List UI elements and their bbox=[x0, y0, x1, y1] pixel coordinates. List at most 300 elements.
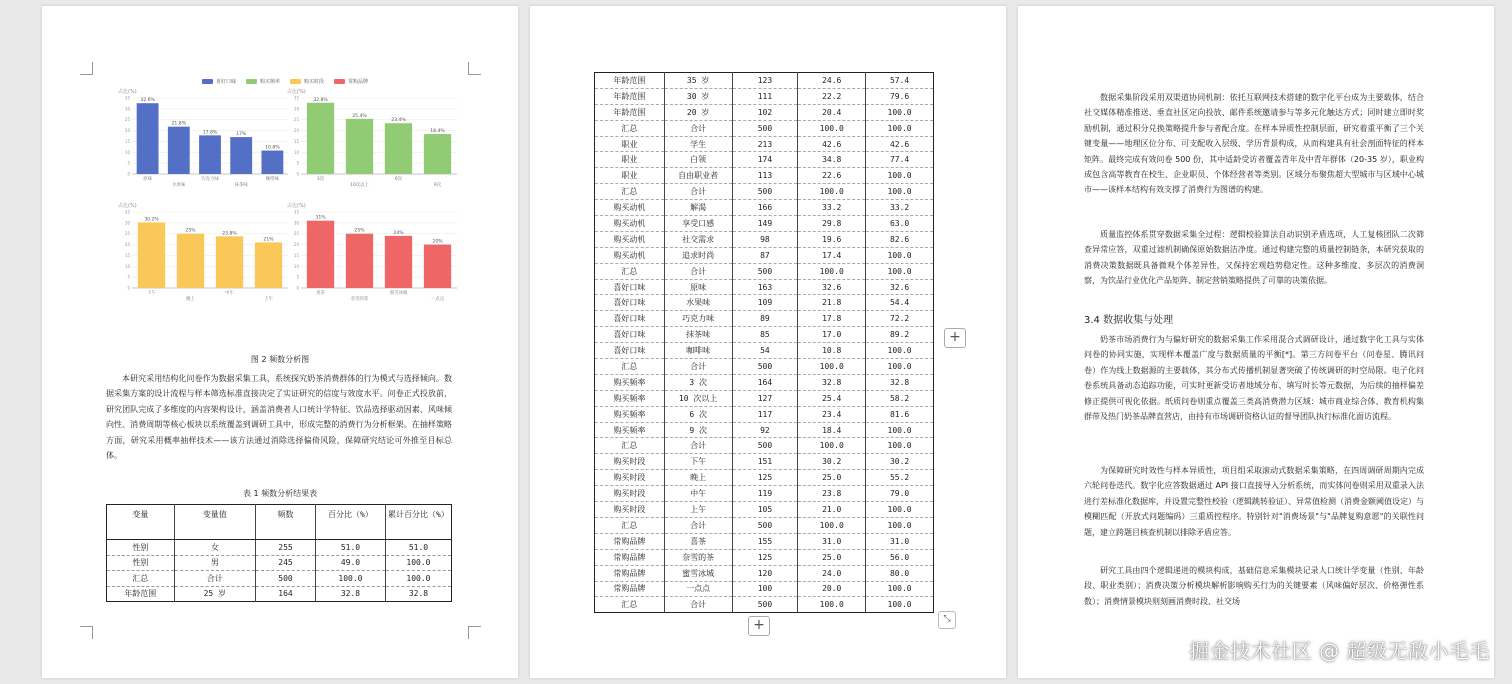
table-cell: 100.0 bbox=[798, 184, 866, 200]
y-tick-label: 20 bbox=[293, 242, 299, 248]
table-row bbox=[595, 517, 934, 533]
table-cell: 购买时段 bbox=[595, 454, 665, 470]
bar bbox=[168, 127, 190, 174]
table-cell: 购买时段 bbox=[595, 486, 665, 502]
bar bbox=[385, 236, 412, 288]
table-cell: 87 bbox=[732, 247, 798, 263]
table-row bbox=[107, 555, 452, 571]
table-cell: 255 bbox=[256, 540, 316, 556]
table-cell: 常购品牌 bbox=[595, 533, 665, 549]
bar bbox=[424, 134, 451, 174]
y-tick-label: 10 bbox=[124, 263, 130, 269]
table-cell: 购买频率 bbox=[595, 390, 665, 406]
table-row bbox=[595, 216, 934, 232]
table-cell: 20.4 bbox=[798, 104, 866, 120]
table-cell: 购买动机 bbox=[595, 216, 665, 232]
table-cell: 抹茶味 bbox=[664, 327, 732, 343]
table-cell: 晚上 bbox=[664, 470, 732, 486]
body-paragraph: 本研究采用结构化问卷作为数据采集工具，系统探究奶茶消费群体的行为模式与选择倾向。数据采集方案的设计流程与样本筛选标准直接决定了实证研究的信度与效度水平。问卷正式投放前，研究团队完成了多维度的内容架构设计，涵盖消费者人口统计学特征、饮品选择驱动因素、风味倾向性、消费周期等核心板块以系统覆盖到调研工具中，形成完整的消费行为分析框架。在抽样策略方面，研究采用概率抽样技术——该方法通过消除选择偏倚风险，保障研究结论可外推至目标总体。 bbox=[106, 374, 452, 461]
table-cell: 500 bbox=[732, 517, 798, 533]
table-cell: 163 bbox=[732, 279, 798, 295]
x-tick-label: 蜜雪冰城 bbox=[389, 291, 408, 296]
add-row-button[interactable]: + bbox=[748, 616, 770, 636]
table-cell: 30 岁 bbox=[664, 88, 732, 104]
corner-mark bbox=[468, 626, 481, 639]
table-row bbox=[107, 540, 452, 556]
table-cell: 100.0 bbox=[385, 555, 451, 571]
y-tick-label: 30 bbox=[124, 106, 130, 112]
table-cell: 100.0 bbox=[866, 422, 934, 438]
table-cell: 享受口感 bbox=[664, 216, 732, 232]
frequency-table bbox=[106, 504, 452, 602]
legend-swatch bbox=[334, 79, 345, 84]
y-axis-label: 占比(%) bbox=[118, 203, 137, 209]
legend-item bbox=[202, 78, 236, 85]
table-cell: 151 bbox=[732, 454, 798, 470]
table-cell: 汇总 bbox=[107, 571, 175, 587]
table-row bbox=[595, 247, 934, 263]
y-tick-label: 35 bbox=[293, 209, 299, 215]
body-paragraph: 数据采集阶段采用双渠道协同机制：依托互联网技术搭建的数字化平台成为主要载体，结合社交媒体精准推送、垂直社区定向投放、邮件系统邀请参与等多元化触达方式；同时建立即时奖励机制，通过积分兑换策略提升参与者配合度。在样本异质性控制层面，研究着重平衡了三个关键变量——地理区位分布、可支配收入层级、学历背景构成，从而构建具有社会剖面特征的样本矩阵。最终完成有效问卷 500 份，其中适龄受访者覆盖青年及中青年群体（20-35 岁），职业构成包含高等教育在校生、企业职员、个体经营者等类别。区域分布聚焦超大型城市与区域中心城市——该样本结构有效支撑了消费行为图谱的构建。 bbox=[1084, 93, 1424, 195]
table-cell: 汇总 bbox=[595, 359, 665, 375]
y-tick-label: 15 bbox=[124, 252, 130, 258]
document-page-2 bbox=[530, 6, 1006, 678]
table-cell: 合计 bbox=[664, 120, 732, 136]
table-cell: 奈雪的茶 bbox=[664, 549, 732, 565]
table-row bbox=[107, 571, 452, 587]
table-cell: 合计 bbox=[664, 184, 732, 200]
bar bbox=[346, 119, 373, 174]
figure-caption: 图 2 频数分析图 bbox=[250, 355, 310, 364]
legend-label: 购买频率 bbox=[260, 79, 281, 85]
y-tick-label: 35 bbox=[293, 95, 299, 101]
table-cell: 500 bbox=[732, 438, 798, 454]
x-tick-label: 6次 bbox=[394, 177, 403, 182]
legend-item bbox=[290, 78, 324, 85]
bar bbox=[424, 245, 451, 288]
table-cell: 25 岁 bbox=[174, 586, 255, 602]
table-cell: 500 bbox=[732, 120, 798, 136]
table-resize-handle[interactable]: ⤡ bbox=[938, 611, 956, 629]
table-cell: 100.0 bbox=[866, 502, 934, 518]
bar-chart-svg bbox=[118, 202, 292, 302]
table-cell: 56.0 bbox=[866, 549, 934, 565]
table-cell: 9 次 bbox=[664, 422, 732, 438]
table-cell: 合计 bbox=[664, 517, 732, 533]
table-row bbox=[595, 88, 934, 104]
table-cell: 21.8 bbox=[798, 295, 866, 311]
table-cell: 32.6 bbox=[798, 279, 866, 295]
table-cell: 喜好口味 bbox=[595, 327, 665, 343]
table-cell: 100.0 bbox=[866, 597, 934, 613]
table-cell: 100.0 bbox=[866, 343, 934, 359]
table-cell: 24.0 bbox=[798, 565, 866, 581]
table-cell: 22.2 bbox=[798, 88, 866, 104]
table-row bbox=[595, 73, 934, 89]
table-cell: 100.0 bbox=[866, 247, 934, 263]
table-cell: 原味 bbox=[664, 279, 732, 295]
table-row bbox=[595, 152, 934, 168]
table-cell: 购买动机 bbox=[595, 247, 665, 263]
table-cell: 100.0 bbox=[315, 571, 385, 587]
table-cell: 32.8 bbox=[315, 586, 385, 602]
y-tick-label: 20 bbox=[293, 128, 299, 134]
table-cell: 男 bbox=[174, 555, 255, 571]
data-label: 20% bbox=[432, 239, 443, 245]
x-tick-label: 3次 bbox=[316, 177, 325, 182]
table-cell: 100.0 bbox=[866, 120, 934, 136]
body-paragraph: 为保障研究时效性与样本异质性，项目组采取滚动式数据采集策略，在四周调研周期内完成六轮问卷迭代。数字化应答数据通过 API 接口直接导入分析系统，而实体问卷则采用双重录入法进行差标准化数据库，并设置完整性校验（逻辑跳转验证）、异常值检测（消费金额阈值设定）与模糊匹配（开放式问题编码）三重质控程序。特别针对"消费场景"与"品牌复购意愿"的关联性问题，建立跨题目核查机制以排除矛盾应答。 bbox=[1084, 466, 1424, 537]
table-cell: 20 岁 bbox=[664, 104, 732, 120]
table-cell: 常购品牌 bbox=[595, 549, 665, 565]
table-cell: 23.8 bbox=[798, 486, 866, 502]
table-cell: 32.8 bbox=[866, 374, 934, 390]
table-cell: 购买动机 bbox=[595, 200, 665, 216]
y-tick-label: 35 bbox=[124, 209, 130, 215]
table-cell: 合计 bbox=[174, 571, 255, 587]
table-cell: 80.0 bbox=[866, 565, 934, 581]
table-cell: 10 次以上 bbox=[664, 390, 732, 406]
bar bbox=[230, 137, 252, 174]
y-axis-label: 占比(%) bbox=[287, 203, 306, 209]
table-cell: 白领 bbox=[664, 152, 732, 168]
y-tick-label: 10 bbox=[293, 149, 299, 155]
table-cell: 学生 bbox=[664, 136, 732, 152]
table-cell: 100.0 bbox=[798, 263, 866, 279]
y-tick-label: 0 bbox=[296, 171, 299, 177]
table-cell: 100.0 bbox=[866, 104, 934, 120]
column-header: 变量 bbox=[107, 505, 175, 540]
table-row bbox=[595, 343, 934, 359]
add-column-button[interactable]: + bbox=[944, 328, 966, 348]
table-cell: 123 bbox=[732, 73, 798, 89]
table-cell: 35 岁 bbox=[664, 73, 732, 89]
table-cell: 34.8 bbox=[798, 152, 866, 168]
table-cell: 购买频率 bbox=[595, 406, 665, 422]
table-cell: 89 bbox=[732, 311, 798, 327]
table-cell: 109 bbox=[732, 295, 798, 311]
table-cell: 42.6 bbox=[798, 136, 866, 152]
table-cell: 32.8 bbox=[798, 374, 866, 390]
bar bbox=[307, 221, 334, 288]
y-tick-label: 30 bbox=[124, 220, 130, 226]
table-row bbox=[595, 486, 934, 502]
table-cell: 职业 bbox=[595, 152, 665, 168]
table-cell: 17.8 bbox=[798, 311, 866, 327]
table-cell: 自由职业者 bbox=[664, 168, 732, 184]
table-cell: 30.2 bbox=[866, 454, 934, 470]
x-tick-label: 9次 bbox=[433, 183, 442, 188]
table-cell: 155 bbox=[732, 533, 798, 549]
data-label: 10.8% bbox=[265, 145, 280, 151]
data-label: 17% bbox=[236, 132, 247, 138]
y-tick-label: 10 bbox=[124, 149, 130, 155]
table-cell: 82.6 bbox=[866, 231, 934, 247]
bar bbox=[177, 234, 204, 288]
table-cell: 81.6 bbox=[866, 406, 934, 422]
bar bbox=[137, 103, 159, 174]
purchase-frequency-chart bbox=[287, 88, 461, 188]
table-cell: 79.6 bbox=[866, 88, 934, 104]
table-row bbox=[595, 120, 934, 136]
table-cell: 54.4 bbox=[866, 295, 934, 311]
table-cell: 100.0 bbox=[385, 571, 451, 587]
table-cell: 113 bbox=[732, 168, 798, 184]
table-cell: 500 bbox=[732, 184, 798, 200]
table-cell: 一点点 bbox=[664, 581, 732, 597]
table-cell: 中午 bbox=[664, 486, 732, 502]
body-paragraph: 研究工具由四个逻辑递进的模块构成，基础信息采集模块记录人口统计学变量（性别、年龄段、职业类别）；消费决策分析模块解析影响购买行为的关键要素（风味偏好层次、价格弹性系数）；消费情景模块则刻画消费时段、社交场 bbox=[1084, 566, 1424, 606]
table-cell: 100.0 bbox=[798, 517, 866, 533]
legend-swatch bbox=[246, 79, 257, 84]
table-cell: 合计 bbox=[664, 597, 732, 613]
table-cell: 166 bbox=[732, 200, 798, 216]
data-label: 17.8% bbox=[202, 130, 218, 136]
table-cell: 89.2 bbox=[866, 327, 934, 343]
x-tick-label: 晚上 bbox=[186, 297, 195, 302]
table-row bbox=[595, 565, 934, 581]
table-cell: 汇总 bbox=[595, 438, 665, 454]
table-row bbox=[595, 374, 934, 390]
table-cell: 500 bbox=[732, 597, 798, 613]
table-row bbox=[595, 168, 934, 184]
table-cell: 57.4 bbox=[866, 73, 934, 89]
table-row bbox=[595, 502, 934, 518]
table-cell: 喜好口味 bbox=[595, 279, 665, 295]
table-cell: 125 bbox=[732, 549, 798, 565]
table-row bbox=[595, 581, 934, 597]
table-cell: 100.0 bbox=[798, 438, 866, 454]
table-cell: 98 bbox=[732, 231, 798, 247]
data-label: 30.2% bbox=[144, 217, 159, 223]
table-row bbox=[595, 327, 934, 343]
chart-legend bbox=[202, 78, 368, 85]
table-cell: 17.4 bbox=[798, 247, 866, 263]
y-axis-label: 占比(%) bbox=[118, 89, 137, 95]
table-cell: 119 bbox=[732, 486, 798, 502]
bar-chart-svg bbox=[287, 202, 461, 302]
table-cell: 下午 bbox=[664, 454, 732, 470]
y-tick-label: 5 bbox=[127, 274, 130, 280]
table-cell: 164 bbox=[732, 374, 798, 390]
table-row bbox=[595, 295, 934, 311]
bar bbox=[385, 123, 412, 174]
table-cell: 33.2 bbox=[866, 200, 934, 216]
table-cell: 上午 bbox=[664, 502, 732, 518]
y-tick-label: 15 bbox=[293, 138, 299, 144]
table-caption: 表 1 频数分析结果表 bbox=[242, 489, 318, 498]
table-cell: 164 bbox=[256, 586, 316, 602]
column-header: 累计百分比（%） bbox=[385, 505, 451, 540]
table-cell: 77.4 bbox=[866, 152, 934, 168]
y-tick-label: 15 bbox=[124, 138, 130, 144]
table-cell: 102 bbox=[732, 104, 798, 120]
y-tick-label: 0 bbox=[127, 285, 130, 291]
table-cell: 213 bbox=[732, 136, 798, 152]
table-cell: 汇总 bbox=[595, 263, 665, 279]
y-tick-label: 30 bbox=[293, 106, 299, 112]
table-row bbox=[595, 533, 934, 549]
x-tick-label: 水果味 bbox=[172, 183, 186, 188]
table-cell: 25.0 bbox=[798, 549, 866, 565]
table-cell: 性别 bbox=[107, 555, 175, 571]
y-tick-label: 30 bbox=[293, 220, 299, 226]
table-row bbox=[595, 597, 934, 613]
data-label: 25% bbox=[185, 228, 196, 234]
table-row bbox=[595, 359, 934, 375]
table-cell: 100.0 bbox=[866, 581, 934, 597]
y-axis-label: 占比(%) bbox=[287, 89, 306, 95]
table-row bbox=[595, 263, 934, 279]
y-tick-label: 35 bbox=[124, 95, 130, 101]
bar bbox=[307, 103, 334, 174]
table-cell: 购买动机 bbox=[595, 231, 665, 247]
bar-chart-svg bbox=[118, 88, 292, 188]
legend-label: 购买时段 bbox=[304, 79, 325, 85]
table-cell: 合计 bbox=[664, 359, 732, 375]
table-cell: 21.0 bbox=[798, 502, 866, 518]
data-label: 31% bbox=[315, 215, 326, 221]
table-row bbox=[595, 422, 934, 438]
table-cell: 117 bbox=[732, 406, 798, 422]
table-cell: 174 bbox=[732, 152, 798, 168]
table-cell: 购买频率 bbox=[595, 374, 665, 390]
y-tick-label: 25 bbox=[293, 231, 299, 237]
bar bbox=[346, 234, 373, 288]
table-cell: 常购品牌 bbox=[595, 581, 665, 597]
table-cell: 100.0 bbox=[866, 438, 934, 454]
table-cell: 245 bbox=[256, 555, 316, 571]
bar bbox=[261, 151, 283, 174]
table-cell: 女 bbox=[174, 540, 255, 556]
table-cell: 100.0 bbox=[798, 359, 866, 375]
document-page-1 bbox=[42, 6, 518, 678]
table-cell: 100.0 bbox=[866, 263, 934, 279]
table-cell: 巧克力味 bbox=[664, 311, 732, 327]
table-cell: 54 bbox=[732, 343, 798, 359]
brand-chart bbox=[287, 202, 461, 302]
table-cell: 汇总 bbox=[595, 517, 665, 533]
table-cell: 100.0 bbox=[866, 517, 934, 533]
table-cell: 6 次 bbox=[664, 406, 732, 422]
y-tick-label: 25 bbox=[293, 117, 299, 123]
data-label: 24% bbox=[393, 230, 404, 236]
table-row bbox=[595, 438, 934, 454]
table-row bbox=[595, 454, 934, 470]
legend-item bbox=[334, 78, 368, 85]
table-cell: 水果味 bbox=[664, 295, 732, 311]
y-tick-label: 20 bbox=[124, 128, 130, 134]
x-tick-label: 咖啡味 bbox=[265, 177, 279, 182]
table-cell: 购买频率 bbox=[595, 422, 665, 438]
table-cell: 32.8 bbox=[385, 586, 451, 602]
corner-mark bbox=[80, 626, 93, 639]
bar bbox=[138, 222, 165, 288]
table-cell: 喜好口味 bbox=[595, 311, 665, 327]
table-cell: 追求时尚 bbox=[664, 247, 732, 263]
section-heading: 3.4 数据收集与处理 bbox=[1084, 315, 1174, 326]
table-cell: 30.2 bbox=[798, 454, 866, 470]
table-cell: 100 bbox=[732, 581, 798, 597]
table-row bbox=[595, 406, 934, 422]
data-label: 21% bbox=[263, 237, 274, 243]
legend-label: 喜好口味 bbox=[216, 79, 237, 85]
table-cell: 喜好口味 bbox=[595, 343, 665, 359]
table-cell: 19.6 bbox=[798, 231, 866, 247]
table-cell: 85 bbox=[732, 327, 798, 343]
data-label: 32.6% bbox=[140, 98, 155, 104]
table-cell: 500 bbox=[256, 571, 316, 587]
y-tick-label: 25 bbox=[124, 117, 130, 123]
table-cell: 25.0 bbox=[798, 470, 866, 486]
table-cell: 职业 bbox=[595, 168, 665, 184]
x-tick-label: 奈雪的茶 bbox=[350, 297, 369, 302]
table-cell: 年龄范围 bbox=[107, 586, 175, 602]
y-tick-label: 25 bbox=[124, 231, 130, 237]
table-cell: 喜好口味 bbox=[595, 295, 665, 311]
table-cell: 49.0 bbox=[315, 555, 385, 571]
table-cell: 汇总 bbox=[595, 120, 665, 136]
table-row bbox=[595, 104, 934, 120]
x-tick-label: 原味 bbox=[143, 177, 152, 182]
table-cell: 100.0 bbox=[798, 120, 866, 136]
table-cell: 92 bbox=[732, 422, 798, 438]
table-cell: 社交需求 bbox=[664, 231, 732, 247]
table-cell: 120 bbox=[732, 565, 798, 581]
y-tick-label: 0 bbox=[296, 285, 299, 291]
table-cell: 喜茶 bbox=[664, 533, 732, 549]
taste-preference-chart bbox=[118, 88, 292, 188]
legend-label: 常购品牌 bbox=[348, 79, 369, 85]
frequency-table-continued bbox=[594, 72, 934, 613]
x-tick-label: 一点点 bbox=[430, 297, 445, 302]
table-cell: 10.8 bbox=[798, 343, 866, 359]
legend-swatch bbox=[290, 79, 301, 84]
table-cell: 性别 bbox=[107, 540, 175, 556]
watermark-text: 掘金技术社区 @ 超级无敌小毛毛 bbox=[1189, 639, 1490, 663]
table-cell: 79.0 bbox=[866, 486, 934, 502]
table-row bbox=[595, 549, 934, 565]
table-cell: 127 bbox=[732, 390, 798, 406]
table-row bbox=[595, 279, 934, 295]
table-cell: 蜜雪冰城 bbox=[664, 565, 732, 581]
table-cell: 24.6 bbox=[798, 73, 866, 89]
x-tick-label: 下午 bbox=[147, 291, 156, 296]
document-page-3 bbox=[1018, 6, 1494, 678]
table-cell: 125 bbox=[732, 470, 798, 486]
table-row bbox=[595, 311, 934, 327]
y-tick-label: 5 bbox=[127, 160, 130, 166]
table-cell: 23.4 bbox=[798, 406, 866, 422]
table-cell: 100.0 bbox=[798, 597, 866, 613]
table-cell: 汇总 bbox=[595, 184, 665, 200]
legend-swatch bbox=[202, 79, 213, 84]
bar bbox=[199, 135, 221, 174]
y-tick-label: 10 bbox=[293, 263, 299, 269]
y-tick-label: 0 bbox=[127, 171, 130, 177]
data-label: 23.8% bbox=[222, 231, 237, 237]
table-cell: 22.6 bbox=[798, 168, 866, 184]
table-cell: 149 bbox=[732, 216, 798, 232]
table-cell: 100.0 bbox=[866, 359, 934, 375]
table-cell: 购买时段 bbox=[595, 470, 665, 486]
table-cell: 20.0 bbox=[798, 581, 866, 597]
x-tick-label: 中午 bbox=[225, 291, 234, 296]
bar bbox=[255, 242, 282, 288]
table-cell: 72.2 bbox=[866, 311, 934, 327]
table-cell: 58.2 bbox=[866, 390, 934, 406]
purchase-time-chart bbox=[118, 202, 292, 302]
